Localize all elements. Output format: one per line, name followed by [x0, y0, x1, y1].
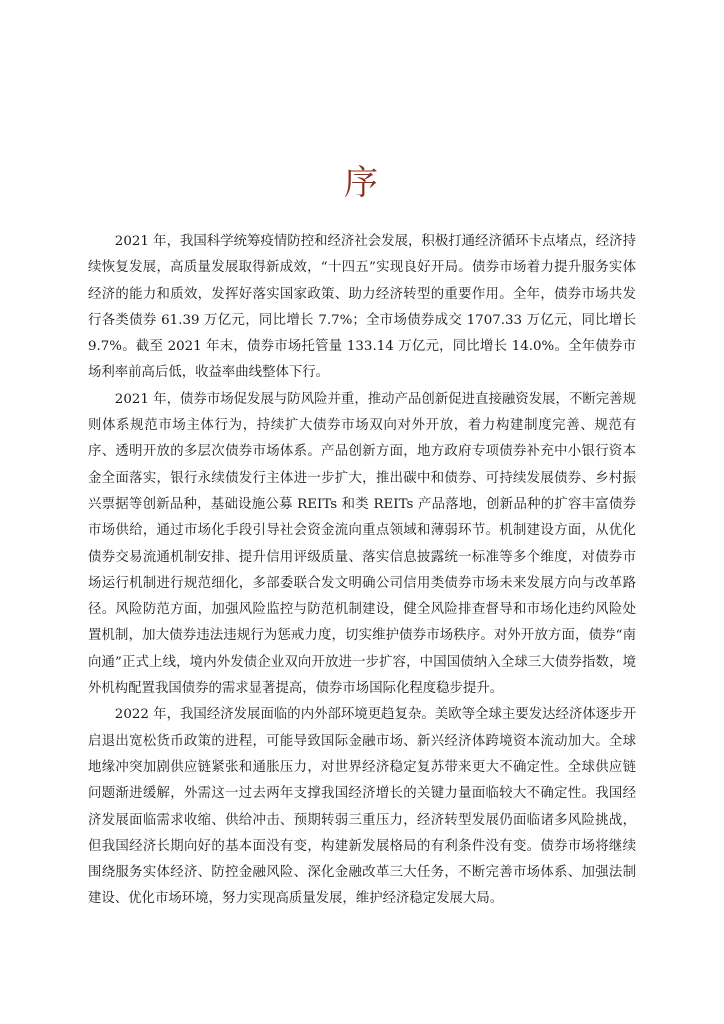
paragraph-1: 2021 年，我国科学统筹疫情防控和经济社会发展，积极打通经济循环卡点堵点，经济持续恢复发展，高质量发展取得新成效，“十四五”实现良好开局。债券市场着力提升服务实体经济的能力和质效，发挥好落实国家政策、助力经济转型的重要作用。全年，债券市场共发行各类债券 61.39 万亿元，同比增长 7.7%；全市场债券成交 1707.33 万亿元，同比增长 9.7%。截至 2021 年末，债券市场托管量 133.14 万亿元，同比增长 14.0%。全年债券市场利率前高后低，收益率曲线整体下行。 — [88, 234, 636, 381]
paragraph-3: 2022 年，我国经济发展面临的内外部环境更趋复杂。美欧等全球主要发达经济体逐步开启退出宽松货币政策的进程，可能导致国际金融市场、新兴经济体跨境资本流动加大。全球地缘冲突加剧供应链紧张和通胀压力，对世界经济稳定复苏带来更大不确定性。全球供应链问题渐进缓解，外需这一过去两年支撑我国经济增长的关键力量面临较大不确定性。我国经济发展面临需求收缩、供给冲击、预期转弱三重压力，经济转型发展仍面临诸多风险挑战，但我国经济长期向好的基本面没有变，构建新发展格局的有利条件没有变。债券市场将继续围绕服务实体经济、防控金融风险、深化金融改革三大任务，不断完善市场体系、加强法制建设、优化市场环境，努力实现高质量发展，维护经济稳定发展大局。 — [88, 707, 636, 907]
preface-body — [88, 229, 636, 913]
page-title: 序 — [344, 163, 380, 203]
paragraph-2: 2021 年，债券市场促发展与防风险并重，推动产品创新促进直接融资发展，不断完善规则体系规范市场主体行为，持续扩大债券市场双向对外开放，着力构建制度完善、规范有序、透明开放的多层次债券市场体系。产品创新方面，地方政府专项债券补充中小银行资本金全面落实，银行永续债发行主体进一步扩大，推出碳中和债券、可持续发展债券、乡村振兴票据等创新品种，基础设施公募 REITs 和类 REITs 产品落地，创新品种的扩容丰富债券市场供给，通过市场化手段引导社会资金流向重点领域和薄弱环节。机制建设方面，从优化债券交易流通机制安排、提升信用评级质量、落实信息披露统一标准等多个维度，对债券市场运行机制进行规范细化，多部委联合发文明确公司信用类债券市场未来发展方向与改革路径。风险防范方面，加强风险监控与防范机制建设，健全风险排查督导和市场化违约风险处置机制，加大债券违法违规行为惩戒力度，切实维护债券市场秩序。对外开放方面，债券“南向通”正式上线，境内外发债企业双向开放进一步扩容，中国国债纳入全球三大债券指数，境外机构配置我国债券的需求显著提高，债券市场国际化程度稳步提升。 — [88, 391, 636, 697]
